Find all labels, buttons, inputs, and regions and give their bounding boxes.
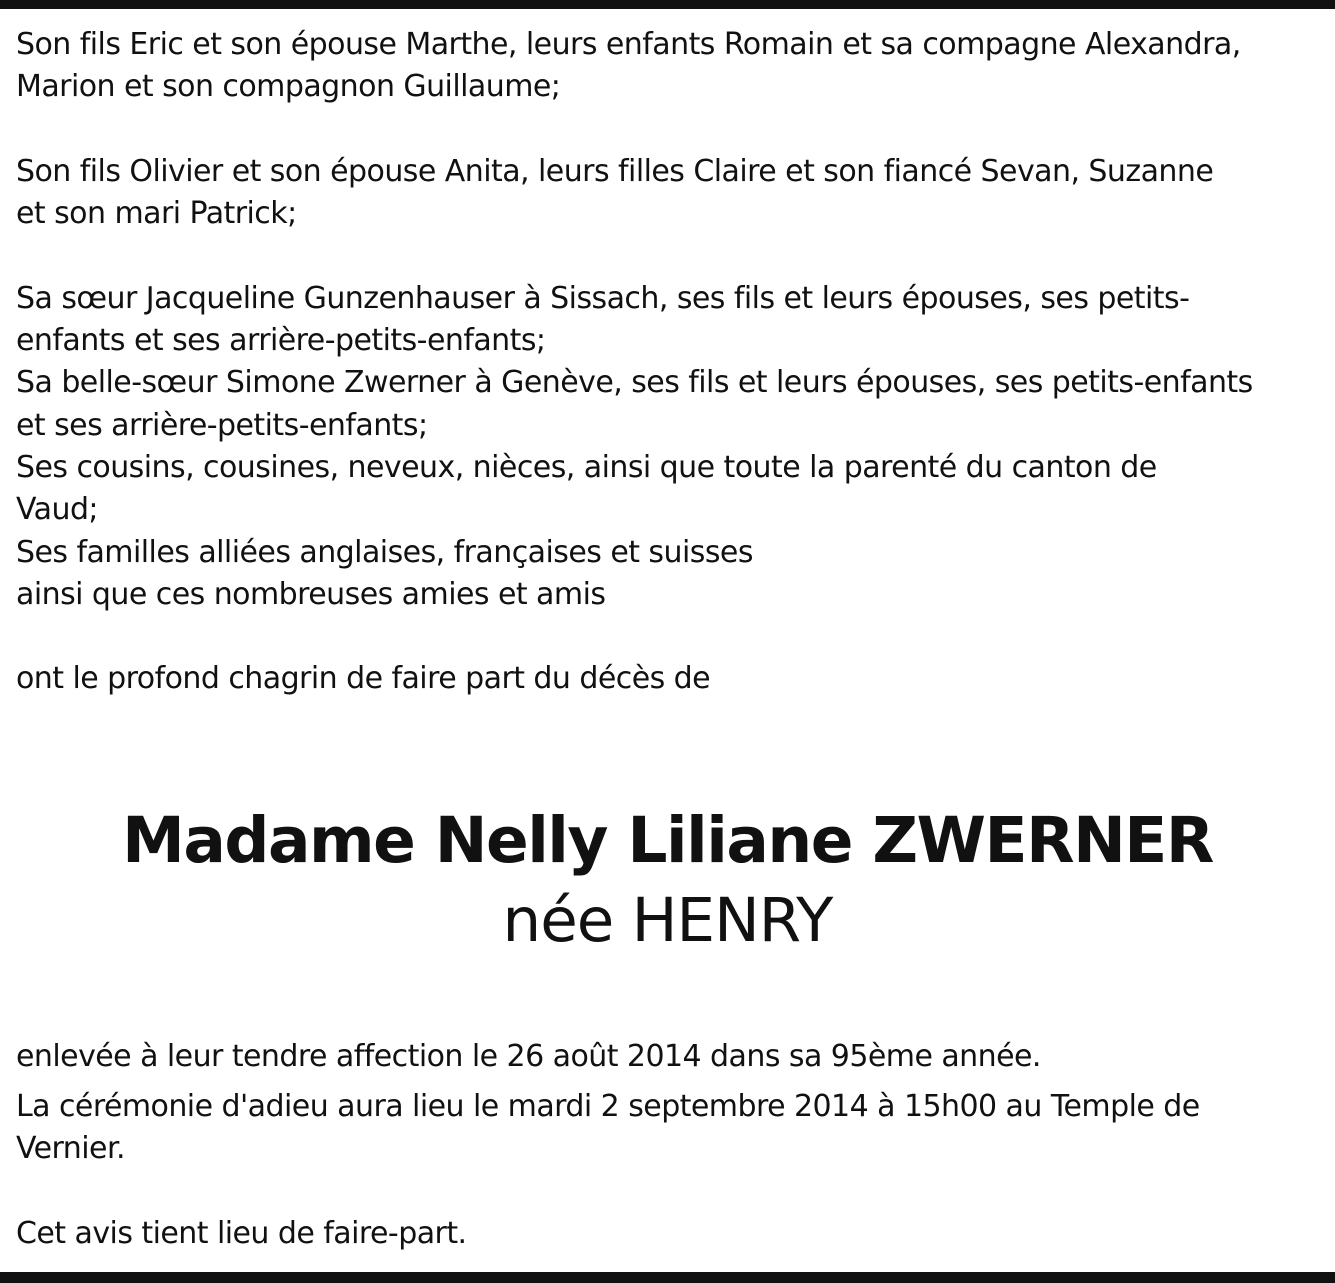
text-line: Marion et son compagnon Guillaume; — [16, 69, 561, 105]
text-line: Ses familles alliées anglaises, françaises et suisses — [16, 534, 753, 570]
text-line: Ses cousins, cousines, neveux, nièces, ainsi que toute la parenté du canton de — [16, 449, 1157, 485]
text-line: Son fils Olivier et son épouse Anita, leurs filles Claire et son fiancé Sevan, Suzanne — [16, 153, 1214, 189]
text-line: Son fils Eric et son épouse Marthe, leurs enfants Romain et sa compagne Alexandra, — [16, 27, 1241, 62]
paragraph-gap — [16, 1171, 1326, 1213]
family-group-olivier — [16, 151, 1326, 236]
top-border-rule — [0, 0, 1335, 9]
closing-text: Cet avis tient lieu de faire-part. — [16, 1215, 467, 1251]
paragraph-gap — [16, 235, 1326, 277]
text-line: et son mari Patrick; — [16, 196, 297, 232]
section-gap — [16, 701, 1326, 801]
text-line: enfants et ses arrière-petits-enfants; — [16, 323, 546, 359]
section-gap — [16, 961, 1326, 1036]
announcement-text: ont le profond chagrin de faire part du décès de — [16, 661, 711, 697]
bottom-border-rule — [0, 1272, 1335, 1283]
text-line: Vaud; — [16, 492, 98, 528]
family-group-eric — [16, 24, 1326, 109]
paragraph-gap — [16, 1078, 1326, 1086]
paragraph-gap — [16, 109, 1326, 151]
ceremony-text — [16, 1086, 1326, 1171]
family-group-relatives — [16, 278, 1326, 616]
deceased-name-heading: Madame Nelly Liliane ZWERNER — [122, 803, 1213, 877]
text-line: Vernier. — [16, 1131, 125, 1167]
date-of-death-text: enlevée à leur tendre affection le 26 août 2014 dans sa 95ème année. — [16, 1038, 1041, 1074]
text-line: La cérémonie d'adieu aura lieu le mardi 2 septembre 2014 à 15h00 au Temple de — [16, 1089, 1200, 1125]
maiden-name-heading: née HENRY — [502, 884, 833, 956]
paragraph-gap — [16, 616, 1326, 658]
text-line: Sa belle-sœur Simone Zwerner à Genève, ses fils et leurs épouses, ses petits-enfants — [16, 365, 1253, 401]
text-line: et ses arrière-petits-enfants; — [16, 407, 428, 443]
death-notice — [16, 24, 1326, 1255]
text-line: Sa sœur Jacqueline Gunzenhauser à Sissach, ses fils et leurs épouses, ses petits- — [16, 280, 1190, 316]
text-line: ainsi que ces nombreuses amies et amis — [16, 576, 606, 612]
